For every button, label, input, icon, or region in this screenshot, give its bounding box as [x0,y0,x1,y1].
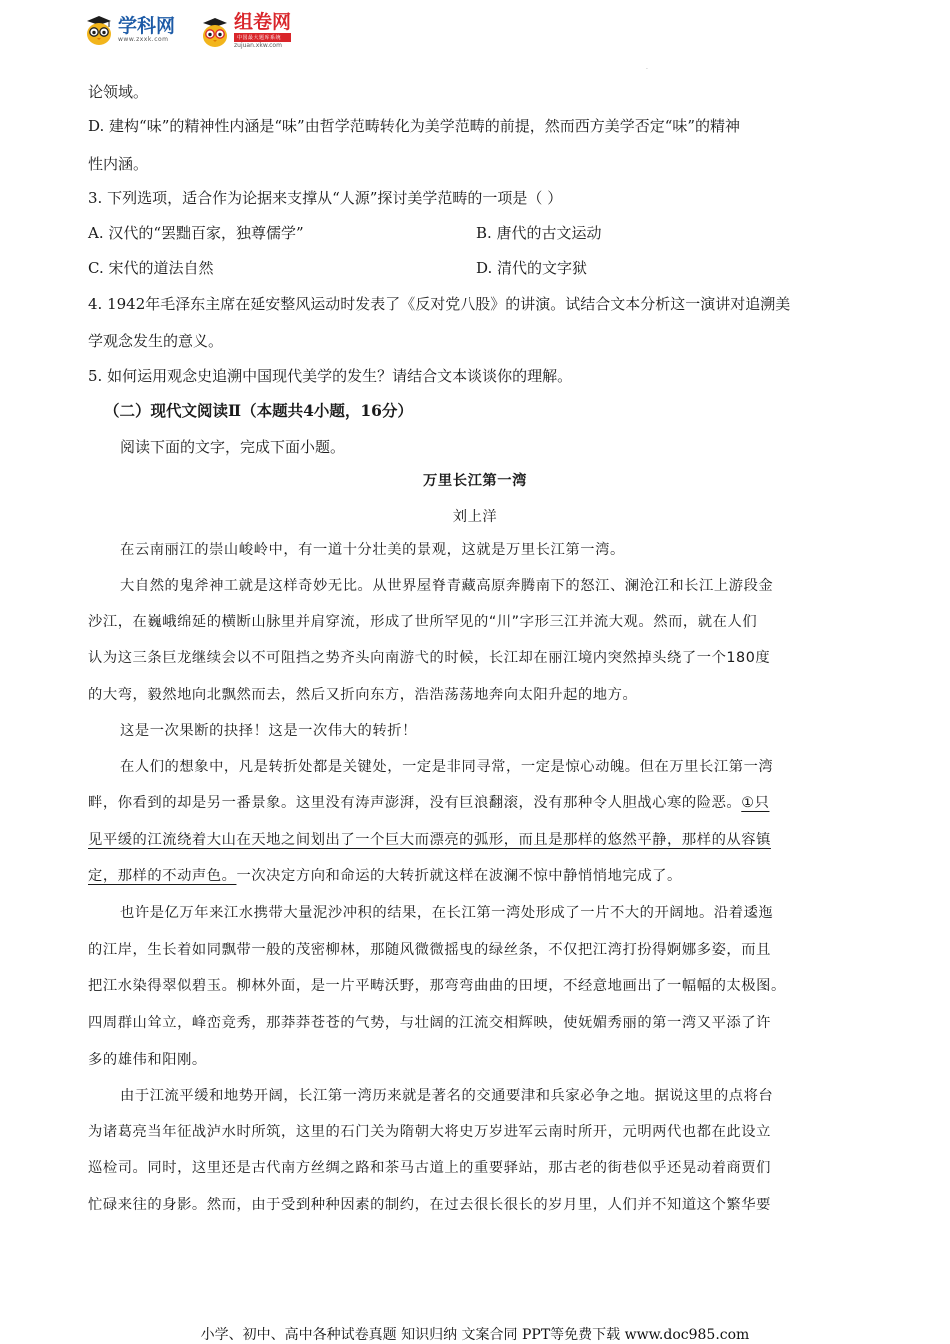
paragraph-2-line: 的大弯，毅然地向北飘然而去，然后又折向东方，浩浩荡荡地奔向太阳升起的地方。 [88,687,638,703]
page-footer[interactable]: 小学、初中、高中各种试卷真题 知识归纳 文案合同 PPT等免费下载 www.doc985.com [200,1327,750,1343]
paragraph-3: 这是一次果断的抉择！这是一次伟大的转折！ [120,723,417,739]
decorative-dot: . [646,64,648,71]
instruction: 阅读下面的文字，完成下面小题。 [120,438,346,456]
option-d-line: D. 建构“味”的精神性内涵是“味”由哲学范畴转化为美学范畴的前提，然而西方美学否定“味”的精神 [88,117,741,135]
underlined-sentence-1: 见平缓的江流绕着大山在天地之间划出了一个巨大而漂亮的弧形，而且是那样的悠然平静，那样的从容镇 [88,832,771,848]
article-author: 刘上洋 [452,509,498,525]
question-5: 5. 如何运用观念史追溯中国现代美学的发生？请结合文本谈谈你的理解。 [88,367,573,385]
paragraph-5-line: 的江岸，生长着如同飘带一般的茂密柳林，那随风微微摇曳的绿丝条，不仅把江湾打扮得婀娜多姿，而且 [88,942,771,958]
text-line: 性内涵。 [88,155,149,173]
question-4: 4. 1942年毛泽东主席在延安整风运动时发表了《反对党八股》的讲演。试结合文本分析这一演讲对追溯美 [88,295,791,313]
plain-text: 一次决定方向和命运的大转折就这样在波澜不惊中静悄悄地完成了。 [236,868,682,884]
option-a: A. 汉代的“罢黜百家，独尊儒学” [88,224,304,242]
paragraph-6-line: 巡检司。同时，这里还是古代南方丝绸之路和茶马古道上的重要驿站，那古老的街巷似乎还晃动着商贾们 [88,1160,771,1176]
owl-mascot-icon [84,12,114,46]
owl-mascot-icon [200,14,230,48]
paragraph-5-line: 多的雄伟和阳刚。 [88,1052,207,1068]
option-c: C. 宋代的道法自然 [88,259,214,277]
plain-text: 畔，你看到的却是另一番景象。这里没有涛声澎湃，没有巨浪翻滚，没有那种令人胆战心寒的险恶。 [88,795,742,811]
paragraph-6-line: 由于江流平缓和地势开阔，长江第一湾历来就是著名的交通要津和兵家必争之地。据说这里的点将台 [120,1088,774,1104]
zxxk-url: www.zxxk.com [118,35,169,43]
paragraph-4-line [88,866,682,886]
zujuan-brand-name: 组卷网 [234,11,292,33]
zxxk-logo[interactable] [84,12,175,46]
option-b: B. 唐代的古文运动 [476,224,602,242]
paragraph-4-line [88,793,769,813]
underlined-sentence-1: 定，那样的不动声色。 [88,868,237,884]
paragraph-2-line: 认为这三条巨龙继续会以不可阻挡之势齐头向南游弋的时候，长江却在丽江境内突然掉头绕了一个180度 [88,650,771,666]
paragraph-5-line: 四周群山耸立，峰峦竞秀，那莽莽苍苍的气势，与壮阔的江流交相辉映，使妩媚秀丽的第一湾又平添了许 [88,1015,771,1031]
paragraph-4-line: 在人们的想象中，凡是转折处都是关键处，一定是非同寻常，一定是惊心动魄。但在万里长江第一湾 [120,759,774,775]
question-3: 3. 下列选项，适合作为论据来支撑从“人源”探讨美学范畴的一项是（ ） [88,189,563,207]
zujuan-tagline: 中国最大题库系统 [234,33,291,42]
paragraph-2-line: 沙江，在巍峨绵延的横断山脉里并肩穿流，形成了世所罕见的“川”字形三江并流大观。然而，就在人们 [88,614,758,630]
section-title: （二）现代文阅读Ⅱ（本题共4小题，16分） [104,401,413,420]
zujuan-url: zujuan.xkw.com [234,42,282,49]
zujuan-logo[interactable] [200,12,291,49]
page-header [84,12,384,56]
paragraph-6-line: 忙碌来往的身影。然而，由于受到种种因素的制约，在过去很长很长的岁月里，人们并不知道这个繁华要 [88,1197,771,1213]
option-d: D. 清代的文字狱 [476,259,588,277]
text-line: 论领域。 [88,83,149,101]
underlined-sentence-1: ①只 [741,795,770,811]
paragraph-6-line: 为诸葛亮当年征战泸水时所筑，这里的石门关为隋朝大将史万岁进军云南时所开，元明两代也都在此设立 [88,1124,771,1140]
paragraph-5-line: 也许是亿万年来江水携带大量泥沙冲积的结果，在长江第一湾处形成了一片不大的开阔地。沿着逶迤 [120,905,774,921]
paragraph-5-line: 把江水染得翠似碧玉。柳林外面，是一片平畴沃野，那弯弯曲曲的田埂，不经意地画出了一幅幅的太极图。 [88,978,786,994]
paragraph-2-line: 大自然的鬼斧神工就是这样奇妙无比。从世界屋脊青藏高原奔腾南下的怒江、澜沧江和长江上游段金 [120,578,774,594]
paragraph-1: 在云南丽江的崇山峻岭中，有一道十分壮美的景观，这就是万里长江第一湾。 [120,542,625,558]
text-line: 学观念发生的意义。 [88,332,224,350]
article-title: 万里长江第一湾 [423,473,527,489]
zxxk-brand-name: 学科网 [118,14,176,37]
